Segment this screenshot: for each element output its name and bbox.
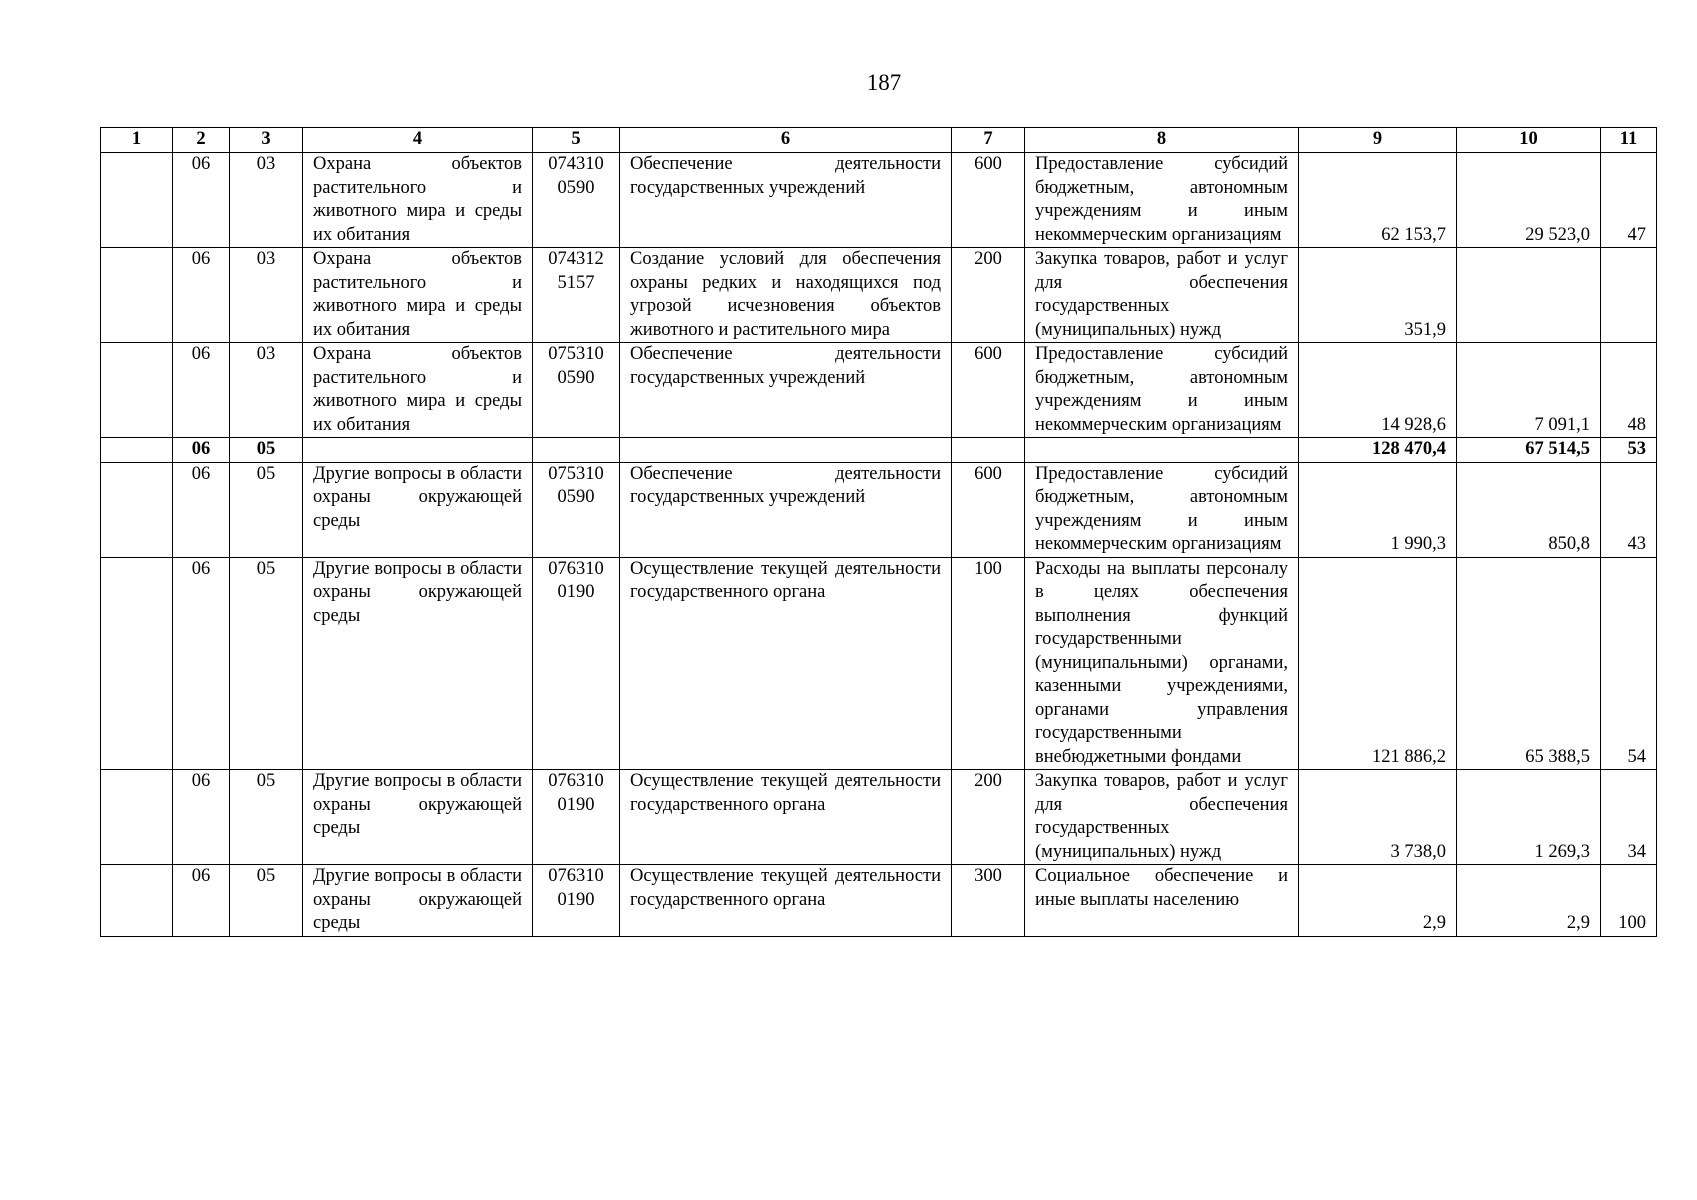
cell-article-name: Обеспечение деятельности государственных учреждений — [620, 462, 952, 557]
cell-article-name: Обеспечение деятельности государственных учреждений — [620, 343, 952, 438]
cell-amount-plan: 3 738,0 — [1299, 770, 1457, 865]
cell-col-1 — [101, 153, 173, 248]
column-header: 1 — [101, 128, 173, 153]
cell-expense-type: 300 — [952, 865, 1025, 937]
cell-target-article: 075310 0590 — [533, 343, 620, 438]
cell-subsection: 03 — [230, 343, 303, 438]
cell-expense-type: 200 — [952, 770, 1025, 865]
cell-subsection-name: Охрана объектов растительного и животного мира и среды их обитания — [303, 248, 533, 343]
cell-subsection-name: Другие вопросы в области охраны окружающей среды — [303, 770, 533, 865]
cell-target-article — [533, 438, 620, 463]
cell-subsection: 05 — [230, 770, 303, 865]
column-header: 3 — [230, 128, 303, 153]
cell-expense-type: 600 — [952, 343, 1025, 438]
cell-col-1 — [101, 770, 173, 865]
cell-percent: 54 — [1601, 557, 1657, 770]
cell-subsection: 05 — [230, 462, 303, 557]
cell-amount-plan: 128 470,4 — [1299, 438, 1457, 463]
table-row — [101, 153, 1657, 248]
cell-percent: 53 — [1601, 438, 1657, 463]
cell-expense-type-name: Социальное обеспечение и иные выплаты населению — [1025, 865, 1299, 937]
cell-article-name: Осуществление текущей деятельности государственного органа — [620, 865, 952, 937]
cell-amount-actual: 29 523,0 — [1457, 153, 1601, 248]
cell-col-1 — [101, 557, 173, 770]
cell-percent: 34 — [1601, 770, 1657, 865]
cell-subsection: 05 — [230, 865, 303, 937]
cell-col-1 — [101, 248, 173, 343]
subtotal-row — [101, 438, 1657, 463]
cell-article-name: Обеспечение деятельности государственных учреждений — [620, 153, 952, 248]
cell-subsection-name: Охрана объектов растительного и животного мира и среды их обитания — [303, 343, 533, 438]
cell-percent: 100 — [1601, 865, 1657, 937]
cell-section: 06 — [173, 153, 230, 248]
cell-amount-actual — [1457, 248, 1601, 343]
cell-subsection: 05 — [230, 438, 303, 463]
cell-subsection: 03 — [230, 248, 303, 343]
column-header: 10 — [1457, 128, 1601, 153]
cell-amount-actual: 1 269,3 — [1457, 770, 1601, 865]
cell-subsection-name: Охрана объектов растительного и животного мира и среды их обитания — [303, 153, 533, 248]
cell-target-article: 075310 0590 — [533, 462, 620, 557]
cell-expense-type-name — [1025, 438, 1299, 463]
cell-target-article: 074310 0590 — [533, 153, 620, 248]
cell-expense-type: 600 — [952, 153, 1025, 248]
cell-expense-type-name: Предоставление субсидий бюджетным, автономным учреждениям и иным некоммерческим организациям — [1025, 462, 1299, 557]
cell-expense-type-name: Закупка товаров, работ и услуг для обеспечения государственных (муниципальных) нужд — [1025, 770, 1299, 865]
cell-article-name: Осуществление текущей деятельности государственного органа — [620, 557, 952, 770]
cell-expense-type-name: Закупка товаров, работ и услуг для обеспечения государственных (муниципальных) нужд — [1025, 248, 1299, 343]
cell-section: 06 — [173, 770, 230, 865]
cell-percent — [1601, 248, 1657, 343]
column-header: 9 — [1299, 128, 1457, 153]
cell-amount-actual: 7 091,1 — [1457, 343, 1601, 438]
table-row — [101, 770, 1657, 865]
cell-subsection: 03 — [230, 153, 303, 248]
cell-subsection-name — [303, 438, 533, 463]
column-header: 7 — [952, 128, 1025, 153]
cell-expense-type-name: Предоставление субсидий бюджетным, автономным учреждениям и иным некоммерческим организациям — [1025, 153, 1299, 248]
cell-percent: 43 — [1601, 462, 1657, 557]
cell-section: 06 — [173, 865, 230, 937]
cell-section: 06 — [173, 557, 230, 770]
cell-amount-actual: 65 388,5 — [1457, 557, 1601, 770]
cell-amount-plan: 62 153,7 — [1299, 153, 1457, 248]
table-body — [101, 153, 1657, 937]
cell-section: 06 — [173, 248, 230, 343]
cell-target-article: 076310 0190 — [533, 770, 620, 865]
table-row — [101, 865, 1657, 937]
column-header: 6 — [620, 128, 952, 153]
cell-amount-actual: 2,9 — [1457, 865, 1601, 937]
cell-target-article: 076310 0190 — [533, 557, 620, 770]
table-row — [101, 343, 1657, 438]
cell-subsection-name: Другие вопросы в области охраны окружающей среды — [303, 462, 533, 557]
cell-section: 06 — [173, 438, 230, 463]
table-row — [101, 462, 1657, 557]
column-header: 5 — [533, 128, 620, 153]
cell-subsection-name: Другие вопросы в области охраны окружающей среды — [303, 865, 533, 937]
budget-table — [100, 127, 1657, 937]
cell-col-1 — [101, 865, 173, 937]
cell-amount-plan: 14 928,6 — [1299, 343, 1457, 438]
header-row — [101, 128, 1657, 153]
cell-article-name — [620, 438, 952, 463]
cell-article-name: Осуществление текущей деятельности государственного органа — [620, 770, 952, 865]
column-header: 4 — [303, 128, 533, 153]
cell-expense-type-name: Расходы на выплаты персоналу в целях обеспечения выполнения функций государственными (муниципальными) органами, казенными учреждениями, органами управления государственными внебюджетными фондами — [1025, 557, 1299, 770]
table-row — [101, 557, 1657, 770]
cell-subsection-name: Другие вопросы в области охраны окружающей среды — [303, 557, 533, 770]
cell-percent: 48 — [1601, 343, 1657, 438]
cell-expense-type: 600 — [952, 462, 1025, 557]
cell-target-article: 074312 5157 — [533, 248, 620, 343]
cell-expense-type: 100 — [952, 557, 1025, 770]
cell-col-1 — [101, 462, 173, 557]
cell-amount-plan: 351,9 — [1299, 248, 1457, 343]
cell-expense-type-name: Предоставление субсидий бюджетным, автономным учреждениям и иным некоммерческим организациям — [1025, 343, 1299, 438]
cell-amount-plan: 1 990,3 — [1299, 462, 1457, 557]
column-header: 2 — [173, 128, 230, 153]
column-header: 11 — [1601, 128, 1657, 153]
cell-amount-plan: 121 886,2 — [1299, 557, 1457, 770]
cell-target-article: 076310 0190 — [533, 865, 620, 937]
cell-col-1 — [101, 438, 173, 463]
cell-section: 06 — [173, 343, 230, 438]
cell-col-1 — [101, 343, 173, 438]
cell-section: 06 — [173, 462, 230, 557]
cell-amount-actual: 67 514,5 — [1457, 438, 1601, 463]
cell-subsection: 05 — [230, 557, 303, 770]
cell-article-name: Создание условий для обеспечения охраны редких и находящихся под угрозой исчезновения объектов животного и растительного мира — [620, 248, 952, 343]
cell-expense-type — [952, 438, 1025, 463]
cell-percent: 47 — [1601, 153, 1657, 248]
cell-expense-type: 200 — [952, 248, 1025, 343]
cell-amount-plan: 2,9 — [1299, 865, 1457, 937]
table-row — [101, 248, 1657, 343]
cell-amount-actual: 850,8 — [1457, 462, 1601, 557]
page-number: 187 — [866, 70, 902, 95]
column-header: 8 — [1025, 128, 1299, 153]
